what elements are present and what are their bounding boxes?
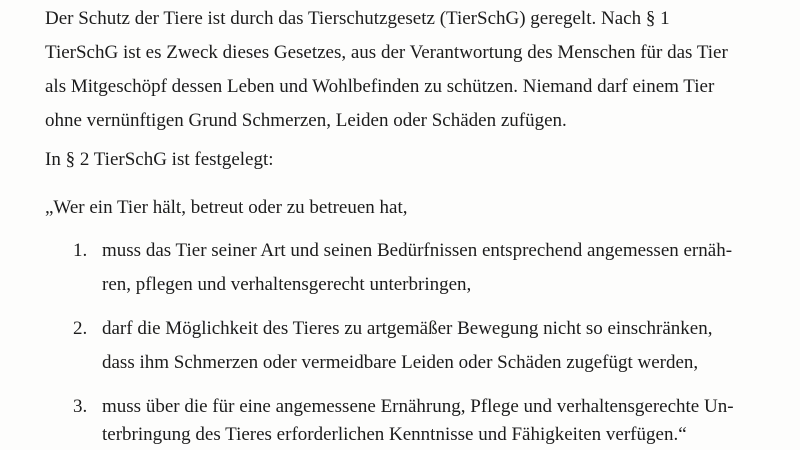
list-item-2-line-1: darf die Möglichkeit des Tieres zu artgemäßer Bewegung nicht so einschränken, (102, 318, 713, 339)
intro-line-3: als Mitgeschöpf dessen Leben und Wohlbefinden zu schützen. Niemand darf einem Tier (45, 76, 715, 97)
intro-line-1: Der Schutz der Tiere ist durch das Tierschutzgesetz (TierSchG) geregelt. Nach § 1 (45, 8, 670, 29)
list-item-3-line-2: terbringung des Tieres erforderlichen Kenntnisse und Fähigkeiten verfügen.“ (102, 424, 687, 445)
list-item-3-line-1: muss über die für eine angemessene Ernährung, Pflege und verhaltensgerechte Un- (102, 396, 734, 417)
list-item-2-line-2: dass ihm Schmerzen oder vermeidbare Leiden oder Schäden zugefügt werden, (102, 352, 699, 373)
list-item-number-1: 1. (73, 240, 88, 261)
section-heading: In § 2 TierSchG ist festgelegt: (45, 149, 274, 170)
intro-line-2: TierSchG ist es Zweck dieses Gesetzes, aus der Verantwortung des Menschen für das Tier (45, 42, 728, 63)
list-item-number-3: 3. (73, 396, 88, 417)
list-item-1-line-2: ren, pflegen und verhaltensgerecht unterbringen, (102, 274, 472, 295)
list-item-number-2: 2. (73, 318, 88, 339)
quote-intro: „Wer ein Tier hält, betreut oder zu betreuen hat, (45, 197, 408, 218)
list-item-1-line-1: muss das Tier seiner Art und seinen Bedürfnissen entsprechend angemessen ernäh- (102, 240, 733, 261)
intro-line-4: ohne vernünftigen Grund Schmerzen, Leiden oder Schäden zufügen. (45, 110, 567, 131)
